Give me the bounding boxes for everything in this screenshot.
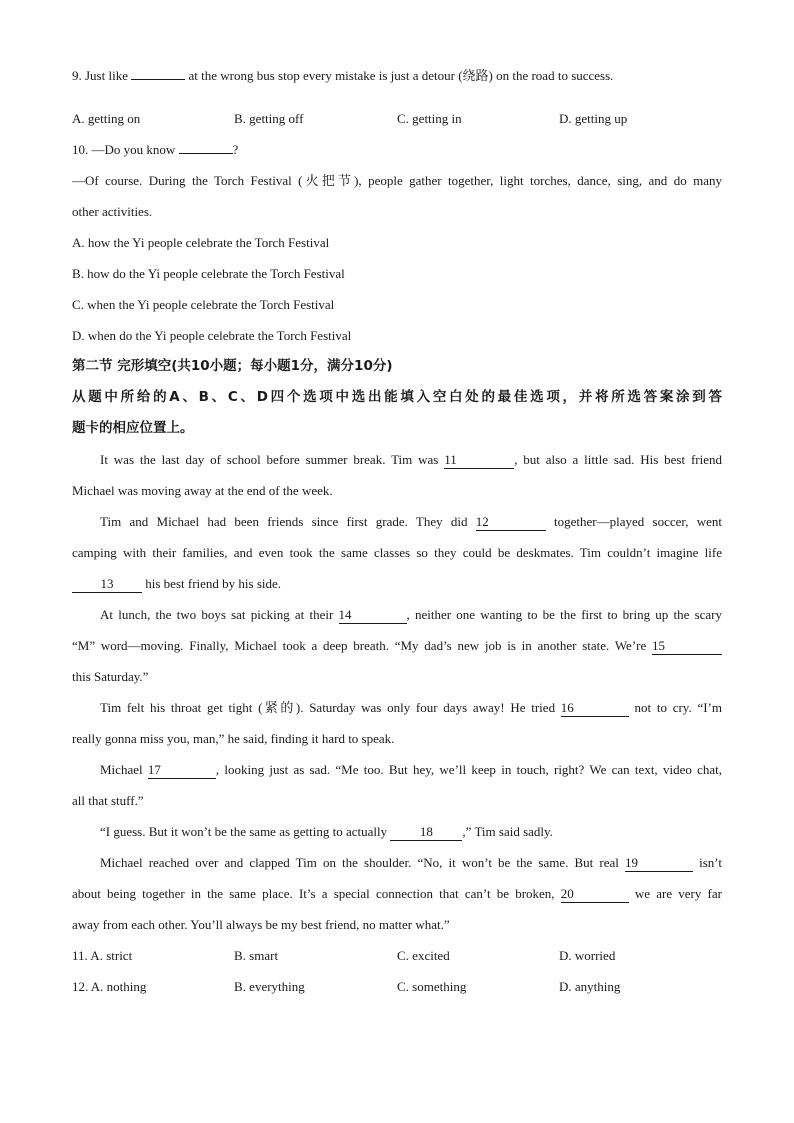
- passage-paragraph-7-cont: [72, 878, 722, 909]
- option-d: D. when do the Yi people celebrate the Torch Festival: [72, 328, 352, 343]
- passage-text: his best friend by his side.: [142, 576, 282, 591]
- passage-text: not to cry. “I’m: [628, 700, 722, 715]
- option-a: A. getting on: [72, 111, 141, 126]
- passage-text: Tim and Michael had been friends since first grade. They did: [100, 514, 476, 529]
- option-a: A. how the Yi people celebrate the Torch Festival: [72, 235, 330, 250]
- passage-text: Michael reached over and clapped Tim on the shoulder. “No, it won’t be the same. But real: [100, 855, 625, 870]
- passage-paragraph-5-cont: all that stuff.”: [72, 793, 144, 808]
- question-10-answer-cont: other activities.: [72, 204, 153, 219]
- question-9: [72, 60, 722, 91]
- section-instruction-cont: 题卡的相应位置上。: [72, 420, 194, 436]
- answer-blank: [131, 79, 185, 80]
- question-text: every mistake is just a detour (绕路) on the road to success.: [299, 68, 614, 83]
- blank-20: 20: [561, 886, 629, 903]
- passage-text: isn’t: [693, 855, 722, 870]
- passage-paragraph-3-cont: [72, 630, 722, 661]
- option-b: B. smart: [234, 948, 279, 963]
- passage-paragraph-2: [72, 506, 722, 537]
- passage-text: together—played soccer, went: [545, 514, 722, 529]
- passage-text: ,” Tim said sadly.: [462, 824, 553, 839]
- passage-text: It was the last day of school before summer break. Tim was: [100, 452, 445, 467]
- passage-text: , looking just as sad. “Me too. But hey, we’ll keep in touch, right? We can text, video chat,: [215, 762, 723, 777]
- blank-19: 19: [625, 855, 693, 872]
- passage-text: “M” word—moving. Finally, Michael took a deep breath. “My dad’s new job is in another state. We’re: [72, 638, 652, 653]
- passage-text: Tim felt his throat get tight (紧的). Saturday was only four days away! He tried: [100, 700, 561, 715]
- question-text: at the wrong bus stop: [185, 68, 300, 83]
- passage-paragraph-5: [72, 754, 722, 785]
- question-10: [72, 134, 722, 165]
- blank-14: 14: [339, 607, 407, 624]
- exam-page: [72, 60, 722, 1002]
- passage-paragraph-7: [72, 847, 722, 878]
- blank-18: 18: [390, 824, 462, 841]
- question-text: 10. —Do you know: [72, 142, 179, 157]
- passage-paragraph-6: [72, 816, 722, 847]
- passage-text: Michael: [100, 762, 148, 777]
- passage-text: At lunch, the two boys sat picking at their: [100, 607, 339, 622]
- passage-text: “I guess. But it won’t be the same as getting to actually: [100, 824, 391, 839]
- blank-15: 15: [652, 638, 722, 655]
- passage-paragraph-1: [72, 444, 722, 475]
- passage-paragraph-1-cont: Michael was moving away at the end of the week.: [72, 483, 333, 498]
- passage-paragraph-2-cont: camping with their families, and even took the same classes so they could be deskmates. Tim couldn’t imagine life: [72, 545, 722, 560]
- option-b: B. how do the Yi people celebrate the Torch Festival: [72, 266, 345, 281]
- passage-paragraph-3-end: this Saturday.”: [72, 669, 149, 684]
- passage-text: about being together in the same place. It’s a special connection that can’t be broken,: [72, 886, 561, 901]
- passage-paragraph-3: [72, 599, 722, 630]
- option-d: D. getting up: [559, 111, 628, 126]
- question-12-options: [72, 971, 722, 1002]
- blank-16: 16: [561, 700, 629, 717]
- option-d: D. worried: [559, 948, 616, 963]
- blank-13: 13: [72, 576, 142, 593]
- passage-paragraph-4: [72, 692, 722, 723]
- option-c: C. getting in: [397, 111, 462, 126]
- section-title: 第二节 完形填空(共10小题；每小题1分，满分10分): [72, 358, 393, 374]
- spacer: [72, 91, 722, 103]
- option-b: B. everything: [234, 979, 305, 994]
- answer-blank: [179, 153, 233, 154]
- option-a: 12. A. nothing: [72, 979, 147, 994]
- passage-text: we are very far: [628, 886, 722, 901]
- blank-17: 17: [148, 762, 216, 779]
- option-a: 11. A. strict: [72, 948, 133, 963]
- question-text: 9. Just like: [72, 68, 132, 83]
- option-c: C. something: [397, 979, 467, 994]
- option-b: B. getting off: [234, 111, 304, 126]
- passage-text: , neither one wanting to be the first to bring up the scary: [406, 607, 723, 622]
- passage-paragraph-7-end: away from each other. You’ll always be my best friend, no matter what.”: [72, 917, 450, 932]
- blank-11: 11: [444, 452, 514, 469]
- passage-paragraph-2-end: [72, 568, 722, 599]
- section-instruction: 从题中所给的A、B、C、D四个选项中选出能填入空白处的最佳选项，并将所选答案涂到答: [72, 389, 722, 405]
- blank-12: 12: [476, 514, 546, 531]
- option-c: C. excited: [397, 948, 450, 963]
- option-c: C. when the Yi people celebrate the Torch Festival: [72, 297, 335, 312]
- question-9-options: [72, 103, 722, 134]
- question-text: ?: [232, 142, 239, 157]
- question-10-answer: —Of course. During the Torch Festival (火把节), people gather together, light torches, dance, sing, and do many: [72, 173, 722, 188]
- question-11-options: [72, 940, 722, 971]
- passage-text: , but also a little sad. His best friend: [514, 452, 722, 467]
- passage-paragraph-4-cont: really gonna miss you, man,” he said, finding it hard to speak.: [72, 731, 395, 746]
- option-d: D. anything: [559, 979, 621, 994]
